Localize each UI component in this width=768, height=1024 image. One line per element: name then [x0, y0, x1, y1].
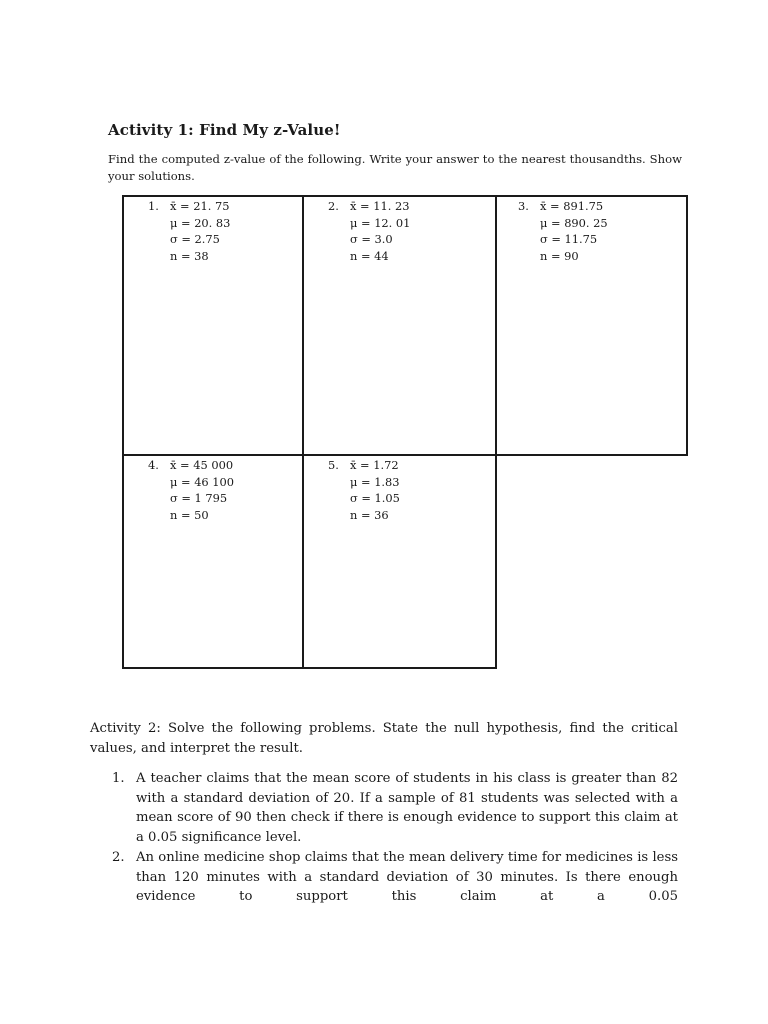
- problem-1: [148, 198, 230, 264]
- population-mean: μ = 12. 01: [350, 215, 411, 230]
- population-mean: μ = 46 100: [170, 474, 235, 489]
- problem-2: [328, 198, 410, 264]
- problem-number: 1.: [148, 199, 159, 213]
- sample-mean: x̄ = 11. 23: [350, 199, 410, 213]
- activity1-instructions: Find the computed z-value of the following. Write your answer to the nearest thousandths. Show your solutions.: [108, 152, 682, 183]
- problem-4: [148, 457, 234, 523]
- list-item: [112, 769, 678, 848]
- standard-deviation: σ = 11.75: [540, 232, 598, 246]
- list-item: [112, 848, 678, 907]
- activity2-problem-list: [112, 769, 678, 907]
- problem-3: [518, 198, 608, 264]
- sample-mean: x̄ = 45 000: [170, 458, 234, 472]
- problem-number: 3.: [518, 199, 529, 213]
- problem-number: 4.: [148, 458, 159, 472]
- sample-size: n = 50: [170, 507, 209, 522]
- population-mean: μ = 890. 25: [540, 215, 608, 230]
- problem-5: [328, 457, 400, 523]
- item-text: An online medicine shop claims that the mean delivery time for medicines is less than 120 minutes with a standard deviation of 30 minutes. Is there enough evidence to support this claim at a 0.05: [136, 849, 678, 905]
- standard-deviation: σ = 3.0: [350, 232, 393, 246]
- item-number: 1.: [112, 771, 125, 786]
- item-text: A teacher claims that the mean score of students in his class is greater than 82 with a standard deviation of 20. If a sample of 81 students was selected with a mean score of 90 then check if there is enough evidence to support this claim at a 0.05 significance level.: [136, 771, 678, 846]
- standard-deviation: σ = 1 795: [170, 491, 228, 505]
- problem-number: 5.: [328, 458, 339, 472]
- sample-size: n = 38: [170, 248, 209, 263]
- population-mean: μ = 20. 83: [170, 215, 231, 230]
- standard-deviation: σ = 1.05: [350, 491, 400, 505]
- sample-size: n = 36: [350, 507, 389, 522]
- activity1-title: Activity 1: Find My z-Value!: [108, 121, 341, 139]
- sample-size: n = 44: [350, 248, 389, 263]
- item-number: 2.: [112, 849, 125, 865]
- sample-mean: x̄ = 891.75: [540, 199, 604, 213]
- activity2-intro: Activity 2: Solve the following problems. State the null hypothesis, find the critical values, and interpret the result.: [90, 721, 678, 756]
- sample-size: n = 90: [540, 248, 579, 263]
- standard-deviation: σ = 2.75: [170, 232, 220, 246]
- problem-number: 2.: [328, 199, 339, 213]
- sample-mean: x̄ = 1.72: [350, 458, 399, 472]
- sample-mean: x̄ = 21. 75: [170, 199, 230, 213]
- population-mean: μ = 1.83: [350, 474, 400, 489]
